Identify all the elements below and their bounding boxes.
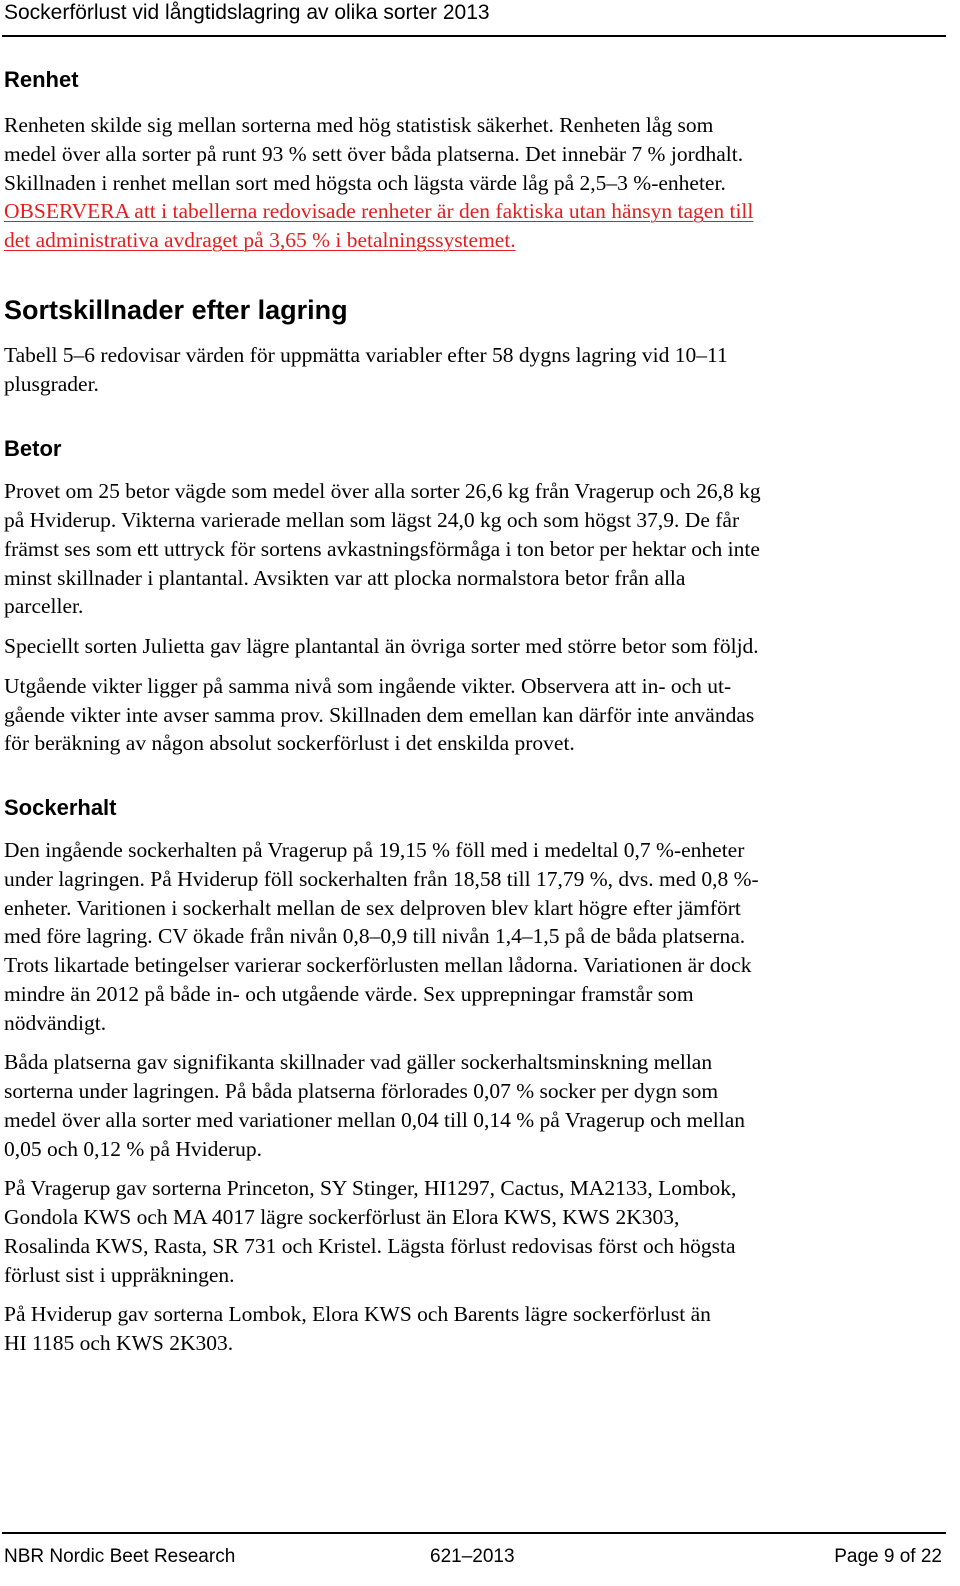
heading-sockerhalt: Sockerhalt: [4, 795, 117, 820]
text-line: HI 1185 och KWS 2K303.: [4, 1331, 234, 1355]
text-line: mindre än 2012 på både in- och utgående värde. Sex upprepningar framstår som: [4, 981, 694, 1006]
paragraph-sockerhalt-3: [4, 1174, 904, 1289]
text-line: Tabell 5–6 redovisar värden för uppmätta variabler efter 58 dygns lagring vid 10–11: [4, 342, 728, 367]
heading-renhet: Renhet: [4, 67, 79, 92]
text-line: plusgrader.: [4, 371, 99, 396]
warning-text: OBSERVERA att i tabellerna redovisade renheter är den faktiska utan hänsyn tagen till: [4, 199, 754, 224]
text-line: gående vikter inte avser samma prov. Skillnaden dem emellan kan därför inte användas: [4, 702, 755, 727]
text-line: nödvändigt.: [4, 1010, 107, 1035]
text-line: främst ses som ett uttryck för sortens avkastningsförmåga i ton betor per hektar och inte: [4, 536, 760, 561]
text-line: förlust sist i uppräkningen.: [4, 1262, 235, 1287]
text-line: Båda platserna gav signifikanta skillnader vad gäller sockerhaltsminskning mellan: [4, 1050, 713, 1075]
page-content: [4, 66, 904, 1358]
running-header: Sockerförlust vid långtidslagring av olika sorter 2013: [4, 1, 490, 24]
text-line: Renheten skilde sig mellan sorterna med hög statistisk säkerhet. Renheten låg som: [4, 113, 714, 137]
heading-sortskillnader: Sortskillnader efter lagring: [4, 294, 348, 325]
header-divider: [2, 35, 946, 37]
text-line: Utgående vikter ligger på samma nivå som ingående vikter. Observera att in- och ut-: [4, 673, 732, 698]
text-line: med före lagring. CV ökade från nivån 0,8–0,9 till nivån 1,4–1,5 på de båda platserna.: [4, 924, 746, 949]
text-line: Skillnaden i renhet mellan sort med högsta och lägsta värde låg på 2,5–3 %-enheter.: [4, 170, 726, 195]
footer-page-number: Page 9 of 22: [834, 1546, 942, 1567]
text-line: medel över alla sorter med variationer mellan 0,04 till 0,14 % på Vragerup och mellan: [4, 1107, 746, 1132]
text-line: parceller.: [4, 594, 84, 619]
text-line: för beräkning av någon absolut sockerförlust i det enskilda provet.: [4, 731, 575, 756]
text-line: medel över alla sorter på runt 93 % sett över båda platserna. Det innebär 7 % jordhalt.: [4, 141, 744, 166]
text-line: sorterna under lagringen. På båda platserna förlorades 0,07 % socker per dygn som: [4, 1079, 719, 1103]
paragraph-betor-3: [4, 672, 904, 758]
paragraph-renhet: [4, 111, 904, 255]
paragraph-betor-2: [4, 632, 904, 661]
paragraph-betor-1: [4, 477, 904, 621]
paragraph-sortskillnader: [4, 341, 904, 399]
text-line: Gondola KWS och MA 4017 lägre sockerförlust än Elora KWS, KWS 2K303,: [4, 1205, 680, 1229]
text-line: 0,05 och 0,12 % på Hviderup.: [4, 1136, 262, 1161]
text-line: På Vragerup gav sorterna Princeton, SY Stinger, HI1297, Cactus, MA2133, Lombok,: [4, 1176, 737, 1201]
text-line: Trots likartade betingelser varierar sockerförlusten mellan lådorna. Variationen är dock: [4, 953, 752, 977]
paragraph-sockerhalt-1: [4, 836, 904, 1037]
text-line: på Hviderup. Vikterna varierade mellan som lägst 24,0 kg och som högst 37,9. De får: [4, 508, 740, 532]
text-line: under lagringen. På Hviderup föll sockerhalten från 18,58 till 17,79 %, dvs. med 0,8 %-: [4, 866, 759, 891]
heading-betor: Betor: [4, 436, 62, 462]
text-line: Rosalinda KWS, Rasta, SR 731 och Kristel. Lägsta förlust redovisas först och högsta: [4, 1233, 736, 1258]
paragraph-sockerhalt-2: [4, 1048, 904, 1163]
footer-report-number: 621–2013: [430, 1546, 515, 1567]
footer-divider: [2, 1532, 946, 1534]
text-line: Den ingående sockerhalten på Vragerup på 19,15 % föll med i medeltal 0,7 %-enheter: [4, 838, 745, 862]
text-line: enheter. Varitionen i sockerhalt mellan de sex delproven blev klart högre efter jämfört: [4, 895, 741, 920]
text-line: Speciellt sorten Julietta gav lägre plantantal än övriga sorter med större betor som följd.: [4, 634, 759, 658]
footer-organization: NBR Nordic Beet Research: [4, 1546, 236, 1567]
warning-text: det administrativa avdraget på 3,65 % i betalningssystemet.: [4, 228, 516, 252]
paragraph-sockerhalt-4: [4, 1300, 904, 1358]
text-line: På Hviderup gav sorterna Lombok, Elora KWS och Barents lägre sockerförlust än: [4, 1302, 711, 1327]
text-line: minst skillnader i plantantal. Avsikten var att plocka normalstora betor från alla: [4, 565, 686, 590]
text-line: Provet om 25 betor vägde som medel över alla sorter 26,6 kg från Vragerup och 26,8 kg: [4, 479, 761, 504]
